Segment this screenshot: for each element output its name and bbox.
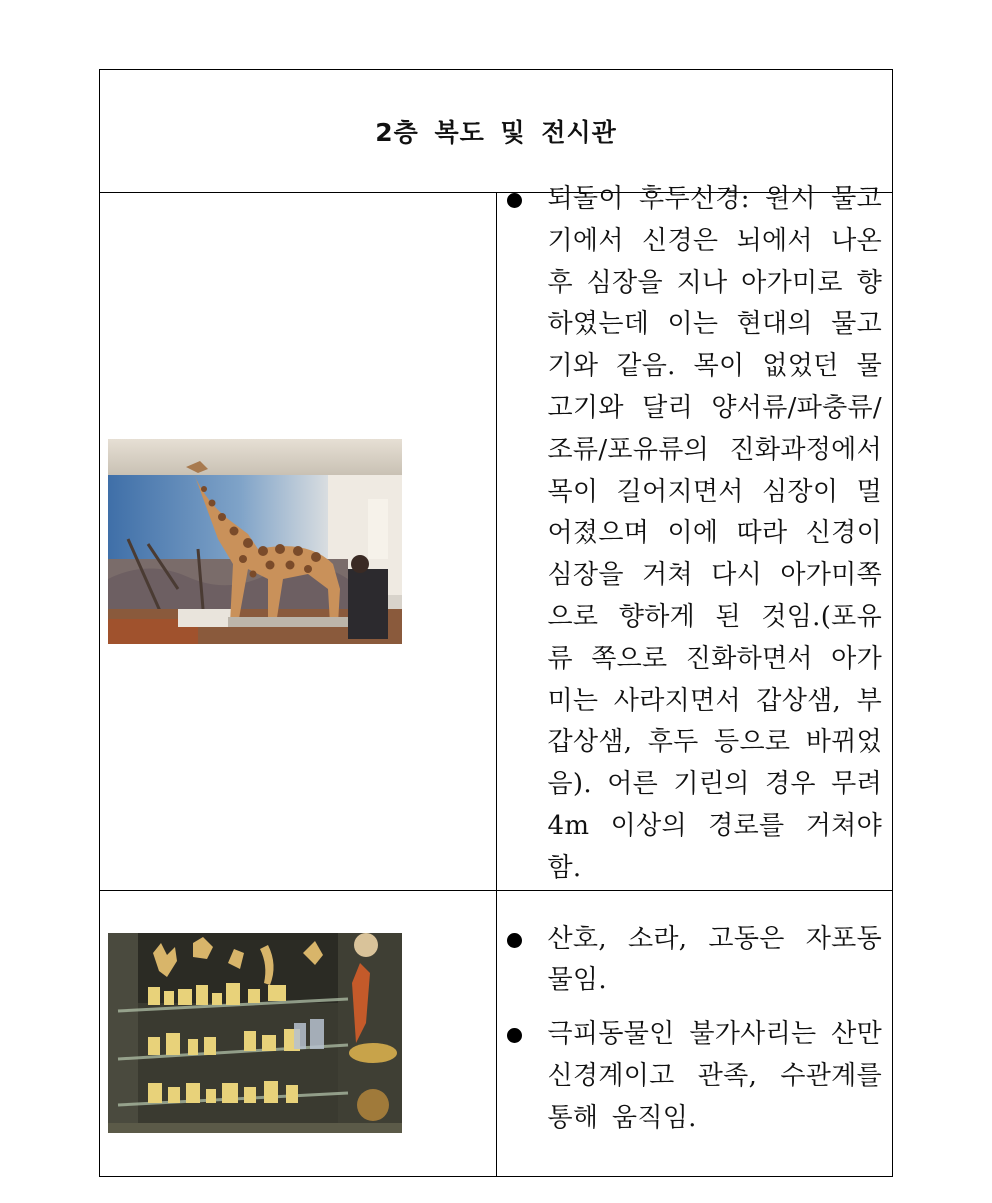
bullet-dot-icon [507, 193, 522, 208]
specimen-cabinet-photo [108, 933, 402, 1133]
image-cell [100, 193, 497, 891]
bullet-text: 되돌이 후두신경: 원시 물고기에서 신경은 뇌에서 나온 후 심장을 지나 아가미로 향하였는데 이는 현대의 물고기와 같음. 목이 없었던 물고기와 달리 양서류/파충류/조류/포유류의 진화과정에서 목이 길어지면서 심장이 멀어졌으며 이에 따라 신경이 심장을 거쳐 다시 아가미쪽으로 향하게 된 것임.(포유류 쪽으로 진화하면서 아가미는 사라지면서 갑상샘, 부갑상샘, 후두 등으로 바뀌었음). 어른 기린의 경우 무려 4m 이상의 경로를 거쳐야 함. [547, 184, 882, 883]
image-cell [100, 890, 497, 1176]
section-title: 2층 복도 및 전시관 [375, 118, 617, 147]
text-cell [496, 184, 893, 891]
text-cell [496, 890, 893, 1176]
giraffe-exhibit-photo [108, 439, 402, 644]
title-cell [100, 70, 893, 193]
bullet-list [497, 179, 893, 890]
table-row [100, 890, 893, 1176]
bullet-text: 산호, 소라, 고동은 자포동물임. [547, 923, 882, 996]
bullet-list [497, 919, 893, 1140]
bullet-dot-icon [507, 933, 522, 948]
bullet-text: 극피동물인 불가사리는 산만신경계이고 관족, 수관계를 통해 움직임. [547, 1019, 882, 1133]
report-table [99, 69, 893, 1177]
bullet-dot-icon [507, 1028, 522, 1043]
list-item [505, 179, 883, 890]
table-row [100, 193, 893, 891]
list-item [505, 1014, 883, 1139]
list-item [505, 919, 883, 1003]
